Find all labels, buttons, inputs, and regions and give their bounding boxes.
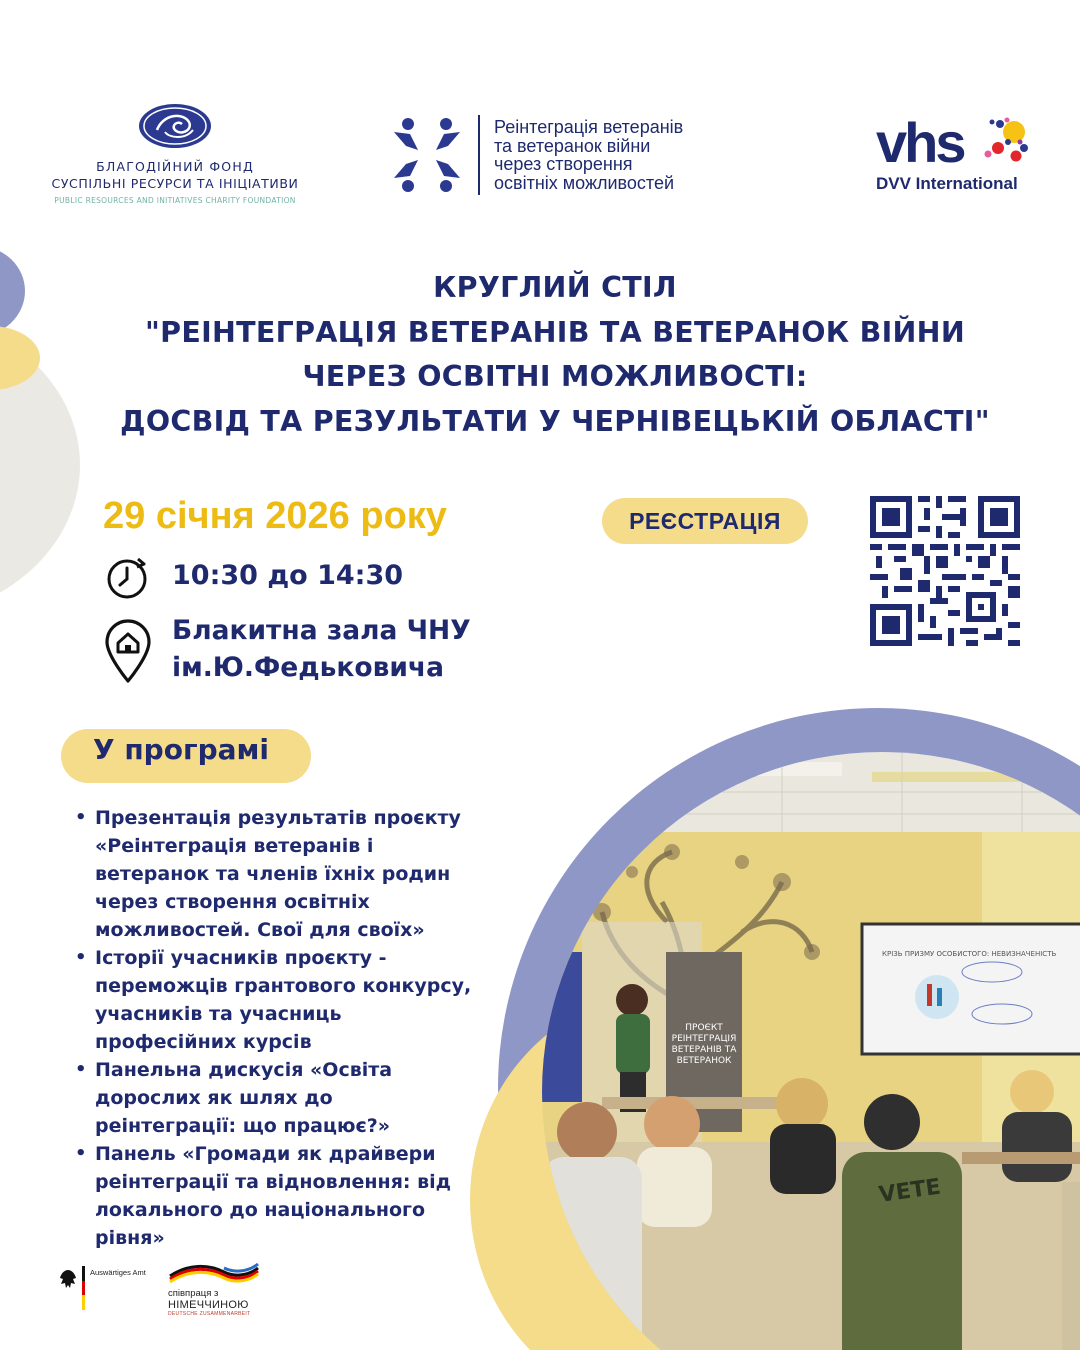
flag-wave-icon	[168, 1262, 260, 1284]
vhs-wordmark: vhs	[876, 111, 964, 174]
event-time: 10:30 до 14:30	[172, 560, 404, 591]
title-line3: ЧЕРЕЗ ОСВІТНІ МОЖЛИВОСТІ:	[302, 360, 808, 393]
banner-text: ПРОЄКТ РЕІНТЕГРАЦІЯ ВЕТЕРАНІВ ТА ВЕТЕРАНОК	[671, 1023, 737, 1066]
decor-blue-circle	[0, 246, 25, 336]
project-name-line3: через створення	[494, 154, 633, 174]
program-item: • Історії учасників проєкту - переможців грантового конкурсу, учасників та учасниць професійних курсів	[75, 944, 475, 1056]
screen-title: КРІЗЬ ПРИЗМУ ОСОБИСТОГО: НЕВИЗНАЧЕНІСТЬ	[882, 950, 1057, 958]
coop-line3: DEUTSCHE ZUSAMMENARBEIT	[168, 1311, 251, 1317]
ministry-name: Auswärtiges Amt	[90, 1268, 146, 1277]
german-eagle-icon	[58, 1266, 78, 1296]
event-date: 29 січня 2026 року	[103, 495, 447, 537]
place-line1: Блакитна зала ЧНУ	[172, 615, 471, 646]
place-line2: ім.Ю.Федьковича	[172, 652, 445, 683]
ministry-logo	[58, 1266, 146, 1310]
program-item: • Панель «Громади як драйвери реінтеграції та відновлення: від локального до національного рівня»	[75, 1140, 475, 1252]
project-name-line2: та ветеранок війни	[494, 135, 651, 156]
dvv-dots-icon	[974, 114, 1034, 174]
foundation-name-line1: БЛАГОДІЙНИЙ ФОНД	[96, 159, 254, 174]
title-line2: "РЕІНТЕГРАЦІЯ ВЕТЕРАНІВ ТА ВЕТЕРАНОК ВІЙНИ	[145, 315, 965, 349]
clock-icon	[104, 555, 150, 601]
shirt-text: VETE	[877, 1174, 943, 1208]
project-name-line4: освітніх можливостей	[494, 172, 675, 193]
foundation-name-line2: СУСПІЛЬНІ РЕСУРСИ ТА ІНІЦІАТИВИ	[51, 176, 299, 191]
cooperation-logo	[168, 1262, 268, 1317]
location-pin-icon	[103, 618, 153, 684]
dvv-logo	[876, 111, 1046, 194]
coop-line1: співпраця з	[168, 1288, 219, 1299]
foundation-logo	[50, 102, 300, 205]
project-logo	[388, 115, 724, 195]
event-title	[60, 266, 1050, 444]
registration-button[interactable]: РЕЄСТРАЦІЯ	[602, 498, 808, 544]
logo-divider	[478, 115, 480, 195]
program-heading: У програмі	[93, 733, 270, 766]
foundation-emblem-icon	[137, 102, 213, 150]
qr-code-icon[interactable]	[870, 496, 1020, 646]
program-item: • Панельна дискусія «Освіта дорослих як шлях до реінтеграції: що працює?»	[75, 1056, 475, 1140]
project-emblem-icon	[388, 116, 466, 194]
program-item: • Презентація результатів проєкту «Реінтеграція ветеранів і ветеранок та членів їхніх родин через створення освітніх можливостей. Свої для своїх»	[75, 804, 475, 944]
program-list	[75, 804, 475, 1252]
dvv-subtitle: DVV International	[876, 174, 1018, 193]
foundation-name-english: PUBLIC RESOURCES AND INITIATIVES CHARITY FOUNDATION	[54, 196, 296, 205]
title-line1: КРУГЛИЙ СТІЛ	[433, 271, 677, 304]
coop-line2: НІМЕЧЧИНОЮ	[168, 1299, 249, 1311]
german-flag-stripe	[82, 1266, 85, 1310]
title-line4: ДОСВІД ТА РЕЗУЛЬТАТИ У ЧЕРНІВЕЦЬКІЙ ОБЛАСТІ"	[120, 404, 990, 438]
project-name-line1: Реінтеграція ветеранів	[494, 117, 684, 137]
project-name	[494, 118, 724, 192]
event-place	[172, 612, 492, 686]
